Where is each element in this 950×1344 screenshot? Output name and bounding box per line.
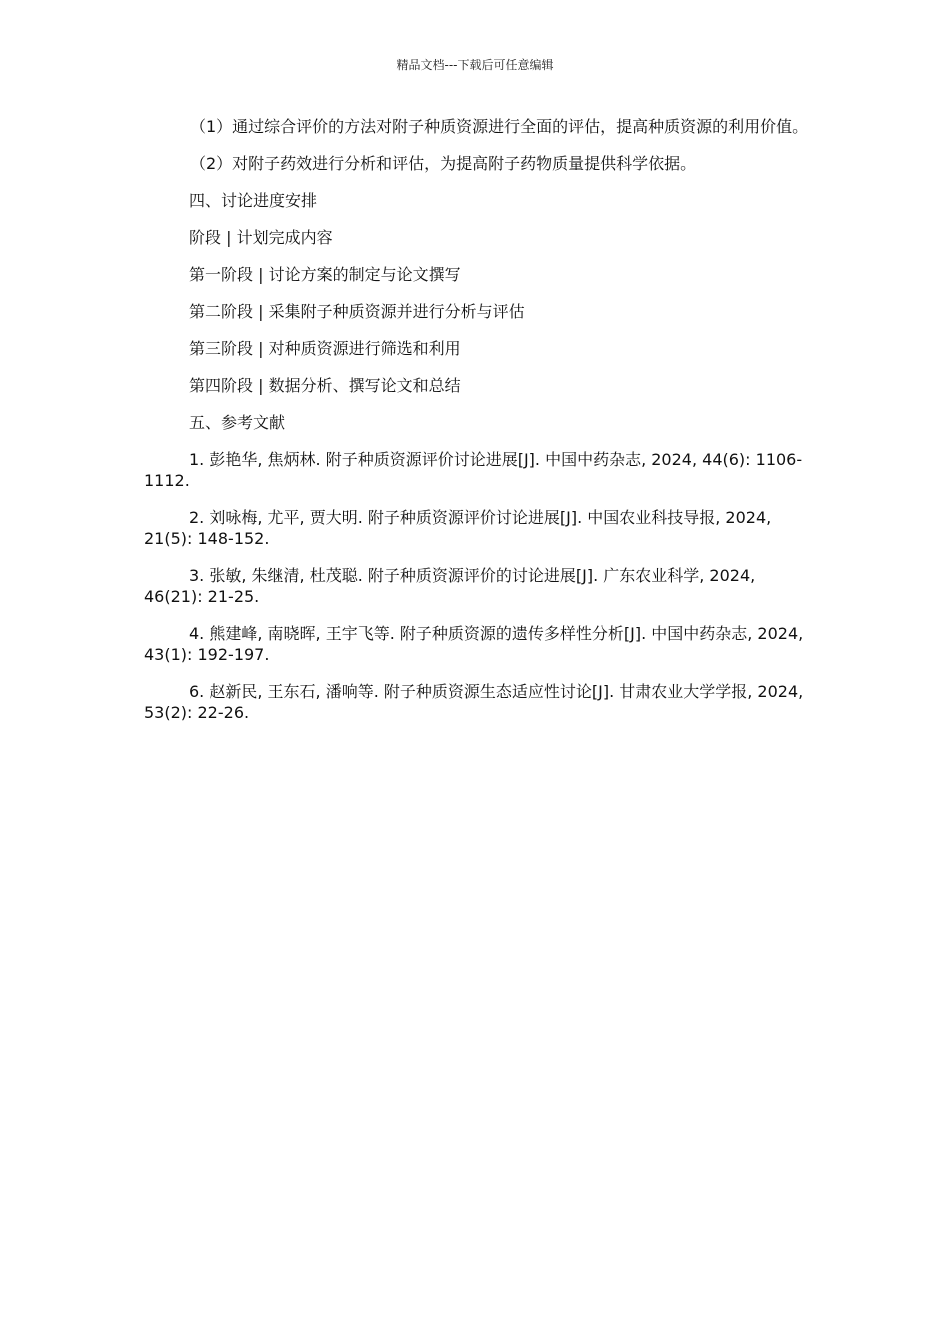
- references-heading: 五、参考文献: [189, 413, 286, 432]
- schedule-row: 第三阶段 | 对种质资源进行筛选和利用: [189, 339, 461, 358]
- reference-item: 1. 彭艳华, 焦炳林. 附子种质资源评价讨论进展[J]. 中国中药杂志, 2024, 44(6): 1106-1112.: [144, 450, 803, 490]
- objective-paragraph-2: （2）对附子药效进行分析和评估，为提高附子药物质量提供科学依据。: [190, 154, 697, 173]
- schedule-row: 第四阶段 | 数据分析、撰写论文和总结: [189, 376, 461, 395]
- reference-item: 4. 熊建峰, 南晓晖, 王宇飞等. 附子种质资源的遗传多样性分析[J]. 中国中药杂志, 2024, 43(1): 192-197.: [144, 624, 804, 664]
- schedule-heading: 四、讨论进度安排: [189, 191, 318, 210]
- document-body: [144, 116, 810, 739]
- reference-item: 2. 刘咏梅, 尤平, 贾大明. 附子种质资源评价讨论进展[J]. 中国农业科技导报, 2024, 21(5): 148-152.: [144, 508, 772, 548]
- objective-paragraph-1: （1）通过综合评价的方法对附子种质资源进行全面的评估，提高种质资源的利用价值。: [190, 117, 809, 136]
- reference-item: 3. 张敏, 朱继清, 杜茂聪. 附子种质资源评价的讨论进展[J]. 广东农业科学, 2024, 46(21): 21-25.: [144, 566, 756, 606]
- schedule-table-header: 阶段 | 计划完成内容: [189, 228, 333, 247]
- reference-item: 6. 赵新民, 王东石, 潘响等. 附子种质资源生态适应性讨论[J]. 甘肃农业大学学报, 2024, 53(2): 22-26.: [144, 682, 804, 722]
- schedule-row: 第一阶段 | 讨论方案的制定与论文撰写: [189, 265, 461, 284]
- schedule-row: 第二阶段 | 采集附子种质资源并进行分析与评估: [189, 302, 525, 321]
- page-header: 精品文档---下载后可任意编辑: [396, 58, 554, 72]
